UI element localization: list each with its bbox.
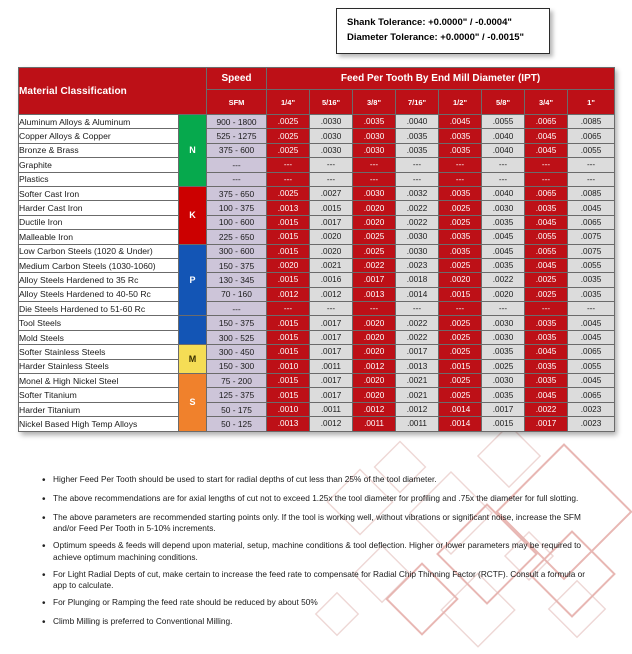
material-name-cell: Nickel Based High Temp Alloys	[19, 417, 179, 431]
table-row	[19, 302, 615, 316]
material-name-cell: Ductile Iron	[19, 215, 179, 229]
ipt-cell: .0045	[568, 374, 615, 388]
ipt-cell: .0030	[310, 129, 353, 143]
ipt-cell: .0035	[525, 201, 568, 215]
ipt-cell: .0012	[396, 402, 439, 416]
sfm-cell: 75 - 200	[207, 374, 267, 388]
ipt-cell: .0011	[396, 417, 439, 431]
header-diameter-6: 5/8"	[482, 90, 525, 115]
ipt-cell: .0022	[396, 316, 439, 330]
ipt-cell: .0021	[396, 388, 439, 402]
ipt-cell: .0025	[353, 244, 396, 258]
ipt-cell: .0020	[353, 345, 396, 359]
note-item	[40, 540, 596, 563]
ipt-cell: .0020	[310, 230, 353, 244]
ipt-cell: .0065	[525, 186, 568, 200]
ipt-cell: .0045	[525, 143, 568, 157]
ipt-cell: ---	[396, 172, 439, 186]
ipt-cell: .0017	[525, 417, 568, 431]
ipt-cell: .0055	[482, 115, 525, 129]
table-row	[19, 316, 615, 330]
ipt-cell: ---	[482, 172, 525, 186]
ipt-cell: .0030	[310, 115, 353, 129]
bullet-icon: •	[42, 541, 46, 553]
ipt-cell: .0015	[267, 215, 310, 229]
group-letter-badge: S	[179, 374, 207, 432]
material-name-cell: Harder Cast Iron	[19, 201, 179, 215]
ipt-cell: .0030	[353, 129, 396, 143]
ipt-cell: .0015	[439, 287, 482, 301]
note-text: For Light Radial Depts of cut, make certain to increase the feed rate to compensate for Radial Chip Thinning Factor (RCTF). Consult a formula or app to calculate.	[53, 568, 586, 591]
ipt-cell: .0030	[482, 374, 525, 388]
header-diameter-7: 3/4"	[525, 90, 568, 115]
table-row	[19, 158, 615, 172]
ipt-cell: .0025	[267, 186, 310, 200]
ipt-cell: .0045	[525, 129, 568, 143]
ipt-cell: .0020	[353, 215, 396, 229]
ipt-cell: .0055	[568, 258, 615, 272]
ipt-cell: .0032	[396, 186, 439, 200]
ipt-cell: .0045	[439, 115, 482, 129]
note-text: For Plunging or Ramping the feed rate should be reduced by about 50%	[53, 597, 318, 608]
ipt-cell: ---	[267, 172, 310, 186]
ipt-cell: .0045	[482, 244, 525, 258]
ipt-cell: .0023	[396, 258, 439, 272]
ipt-cell: .0017	[310, 345, 353, 359]
bullet-icon: •	[42, 475, 46, 486]
table-row	[19, 172, 615, 186]
table-row	[19, 244, 615, 258]
sfm-cell: 150 - 300	[207, 359, 267, 373]
note-text: Climb Milling is preferred to Conventional Milling.	[53, 616, 233, 627]
ipt-cell: .0030	[396, 244, 439, 258]
ipt-cell: .0035	[482, 345, 525, 359]
material-name-cell: Copper Alloys & Copper	[19, 129, 179, 143]
ipt-cell: .0035	[396, 129, 439, 143]
ipt-cell: ---	[310, 158, 353, 172]
header-diameter-5: 1/2"	[439, 90, 482, 115]
ipt-cell: .0075	[568, 230, 615, 244]
material-name-cell: Graphite	[19, 158, 179, 172]
table-row	[19, 388, 615, 402]
ipt-cell: .0045	[525, 388, 568, 402]
ipt-cell: .0030	[482, 316, 525, 330]
sfm-cell: 375 - 650	[207, 186, 267, 200]
ipt-cell: .0065	[568, 215, 615, 229]
ipt-cell: .0035	[353, 115, 396, 129]
ipt-cell: .0015	[267, 244, 310, 258]
header-diameter-8: 1"	[568, 90, 615, 115]
sfm-cell: 150 - 375	[207, 316, 267, 330]
ipt-cell: .0015	[267, 330, 310, 344]
note-item	[40, 493, 596, 507]
ipt-cell: .0011	[353, 417, 396, 431]
bullet-icon: •	[42, 513, 46, 524]
table-body	[19, 115, 615, 432]
ipt-cell: .0011	[310, 359, 353, 373]
ipt-cell: .0020	[353, 374, 396, 388]
material-name-cell: Alloy Steels Hardened to 40-50 Rc	[19, 287, 179, 301]
table-header	[19, 68, 615, 115]
ipt-cell: .0020	[353, 388, 396, 402]
group-letter-badge: P	[179, 244, 207, 316]
ipt-cell: .0020	[482, 287, 525, 301]
material-name-cell: Softer Titanium	[19, 388, 179, 402]
ipt-cell: .0035	[439, 244, 482, 258]
header-speed: Speed	[207, 68, 267, 90]
ipt-cell: .0035	[482, 215, 525, 229]
sfm-cell: 70 - 160	[207, 287, 267, 301]
ipt-cell: .0025	[267, 129, 310, 143]
sfm-cell: 50 - 125	[207, 417, 267, 431]
ipt-cell: .0045	[525, 215, 568, 229]
material-name-cell: Tool Steels	[19, 316, 179, 330]
ipt-cell: .0012	[353, 402, 396, 416]
ipt-cell: ---	[396, 158, 439, 172]
ipt-cell: .0017	[482, 402, 525, 416]
group-letter-badge: N	[179, 115, 207, 187]
ipt-cell: ---	[525, 302, 568, 316]
note-text: Optimum speeds & feeds will depend upon material, setup, machine conditions & tool deflection. Higher or lower parameters may be required to achieve optimum machining conditions.	[53, 540, 582, 562]
ipt-cell: .0014	[439, 402, 482, 416]
ipt-cell: .0040	[482, 143, 525, 157]
ipt-cell: .0023	[568, 402, 615, 416]
material-name-cell: Alloy Steels Hardened to 35 Rc	[19, 273, 179, 287]
table-row	[19, 201, 615, 215]
ipt-cell: .0065	[525, 115, 568, 129]
ipt-cell: .0030	[353, 143, 396, 157]
ipt-cell: .0022	[396, 215, 439, 229]
material-name-cell: Medium Carbon Steels (1030-1060)	[19, 258, 179, 272]
ipt-cell: .0015	[267, 230, 310, 244]
sfm-cell: 375 - 600	[207, 143, 267, 157]
ipt-cell: .0085	[568, 186, 615, 200]
ipt-cell: .0015	[267, 316, 310, 330]
ipt-cell: .0040	[396, 115, 439, 129]
table-row	[19, 330, 615, 344]
table-row	[19, 129, 615, 143]
sfm-cell: ---	[207, 172, 267, 186]
ipt-cell: .0015	[482, 417, 525, 431]
ipt-cell: .0022	[482, 273, 525, 287]
ipt-cell: .0015	[267, 388, 310, 402]
ipt-cell: .0025	[439, 316, 482, 330]
ipt-cell: .0025	[267, 143, 310, 157]
material-name-cell: Mold Steels	[19, 330, 179, 344]
ipt-cell: .0065	[568, 388, 615, 402]
ipt-cell: ---	[525, 172, 568, 186]
ipt-cell: .0030	[310, 143, 353, 157]
ipt-cell: .0055	[568, 143, 615, 157]
ipt-cell: ---	[525, 158, 568, 172]
note-item	[40, 597, 596, 611]
ipt-cell: .0055	[525, 244, 568, 258]
ipt-cell: .0055	[568, 359, 615, 373]
ipt-cell: .0015	[439, 359, 482, 373]
ipt-cell: .0018	[396, 273, 439, 287]
sfm-cell: 100 - 600	[207, 215, 267, 229]
ipt-cell: .0045	[568, 316, 615, 330]
ipt-cell: .0022	[525, 402, 568, 416]
ipt-cell: .0040	[482, 129, 525, 143]
ipt-cell: .0010	[267, 402, 310, 416]
tolerance-box	[336, 8, 550, 54]
ipt-cell: .0014	[439, 417, 482, 431]
ipt-cell: .0025	[525, 273, 568, 287]
ipt-cell: .0035	[439, 143, 482, 157]
table-row	[19, 287, 615, 301]
ipt-cell: .0035	[568, 273, 615, 287]
ipt-cell: .0013	[396, 359, 439, 373]
ipt-cell: .0025	[525, 287, 568, 301]
ipt-cell: .0020	[439, 273, 482, 287]
header-feed-per-tooth: Feed Per Tooth By End Mill Diameter (IPT)	[267, 68, 615, 90]
ipt-cell: .0020	[353, 201, 396, 215]
ipt-cell: .0045	[482, 230, 525, 244]
ipt-cell: ---	[267, 158, 310, 172]
ipt-cell: .0013	[267, 417, 310, 431]
material-name-cell: Low Carbon Steels (1020 & Under)	[19, 244, 179, 258]
table-row	[19, 345, 615, 359]
ipt-cell: .0022	[396, 201, 439, 215]
sfm-cell: 130 - 345	[207, 273, 267, 287]
ipt-cell: ---	[353, 172, 396, 186]
group-letter-badge: K	[179, 186, 207, 244]
ipt-cell: .0035	[482, 388, 525, 402]
table-row	[19, 186, 615, 200]
ipt-cell: .0025	[439, 345, 482, 359]
shank-tolerance-text: Shank Tolerance: +0.0000" / -0.0004"	[347, 17, 512, 28]
ipt-cell: ---	[310, 302, 353, 316]
material-name-cell: Bronze & Brass	[19, 143, 179, 157]
table-row	[19, 230, 615, 244]
ipt-cell: .0023	[568, 417, 615, 431]
ipt-cell: .0035	[439, 230, 482, 244]
header-sfm: SFM	[207, 90, 267, 115]
material-name-cell: Die Steels Hardened to 51-60 Rc	[19, 302, 179, 316]
bullet-icon: •	[42, 617, 46, 629]
ipt-cell: .0045	[525, 345, 568, 359]
ipt-cell: .0025	[439, 388, 482, 402]
ipt-cell: .0025	[439, 330, 482, 344]
ipt-cell: .0017	[353, 273, 396, 287]
sfm-cell: 300 - 525	[207, 330, 267, 344]
ipt-cell: .0030	[396, 230, 439, 244]
ipt-cell: .0012	[353, 359, 396, 373]
ipt-cell: .0014	[396, 287, 439, 301]
material-name-cell: Harder Stainless Steels	[19, 359, 179, 373]
ipt-cell: .0035	[439, 129, 482, 143]
ipt-cell: .0022	[396, 330, 439, 344]
ipt-cell: .0045	[568, 201, 615, 215]
ipt-cell: .0020	[267, 258, 310, 272]
material-name-cell: Plastics	[19, 172, 179, 186]
ipt-cell: .0065	[568, 129, 615, 143]
note-item	[40, 616, 596, 630]
ipt-cell: .0017	[310, 374, 353, 388]
ipt-cell: .0035	[525, 374, 568, 388]
material-name-cell: Softer Cast Iron	[19, 186, 179, 200]
material-name-cell: Softer Stainless Steels	[19, 345, 179, 359]
sfm-cell: 525 - 1275	[207, 129, 267, 143]
ipt-cell: .0035	[568, 287, 615, 301]
ipt-cell: .0075	[568, 244, 615, 258]
ipt-cell: .0020	[353, 316, 396, 330]
ipt-cell: .0022	[353, 258, 396, 272]
ipt-cell: .0055	[525, 230, 568, 244]
speeds-and-feeds-table	[18, 67, 615, 432]
header-diameter-3: 3/8"	[353, 90, 396, 115]
sfm-cell: 300 - 450	[207, 345, 267, 359]
ipt-cell: .0045	[568, 330, 615, 344]
ipt-cell: .0025	[439, 374, 482, 388]
ipt-cell: ---	[353, 302, 396, 316]
ipt-cell: .0035	[525, 330, 568, 344]
ipt-cell: .0035	[439, 186, 482, 200]
note-item	[40, 512, 596, 535]
ipt-cell: .0011	[310, 402, 353, 416]
ipt-cell: .0015	[267, 374, 310, 388]
ipt-cell: .0012	[310, 417, 353, 431]
sfm-cell: 125 - 375	[207, 388, 267, 402]
ipt-cell: .0035	[396, 143, 439, 157]
bullet-icon: •	[42, 494, 46, 505]
table-row	[19, 273, 615, 287]
ipt-cell: ---	[310, 172, 353, 186]
ipt-cell: .0035	[482, 258, 525, 272]
note-item	[40, 474, 596, 488]
ipt-cell: .0013	[353, 287, 396, 301]
ipt-cell: ---	[482, 302, 525, 316]
sfm-cell: ---	[207, 158, 267, 172]
header-diameter-1: 1/4"	[267, 90, 310, 115]
bullet-icon: •	[42, 598, 46, 610]
header-diameter-4: 7/16"	[396, 90, 439, 115]
table-row	[19, 258, 615, 272]
ipt-cell: ---	[353, 158, 396, 172]
ipt-cell: ---	[439, 302, 482, 316]
material-name-cell: Malleable Iron	[19, 230, 179, 244]
ipt-cell: .0015	[310, 201, 353, 215]
table-row	[19, 359, 615, 373]
ipt-cell: ---	[267, 302, 310, 316]
ipt-cell: .0013	[267, 201, 310, 215]
ipt-cell: .0027	[310, 186, 353, 200]
ipt-cell: .0035	[525, 359, 568, 373]
ipt-cell: .0025	[439, 258, 482, 272]
ipt-cell: .0017	[310, 316, 353, 330]
ipt-cell: .0045	[525, 258, 568, 272]
ipt-cell: ---	[568, 302, 615, 316]
ipt-cell: ---	[568, 172, 615, 186]
sfm-cell: ---	[207, 302, 267, 316]
ipt-cell: .0025	[439, 201, 482, 215]
ipt-cell: .0025	[439, 215, 482, 229]
ipt-cell: .0030	[482, 201, 525, 215]
note-text: The above recommendations are for axial lengths of cut not to exceed 1.25x the tool diameter for profiling and .75x the diameter for full slotting.	[53, 493, 579, 503]
sfm-cell: 150 - 375	[207, 258, 267, 272]
header-material-classification: Material Classification	[19, 68, 207, 115]
sfm-cell: 300 - 600	[207, 244, 267, 258]
speeds-and-feeds-table-container	[18, 67, 614, 432]
note-text: The above parameters are recommended starting points only. If the tool is working well, without vibrations or significant noise, increase the SFM and/or Feed Per Tooth in 5-10% increments.	[53, 512, 581, 534]
sfm-cell: 100 - 375	[207, 201, 267, 215]
ipt-cell: .0025	[482, 359, 525, 373]
table-row	[19, 417, 615, 431]
group-letter-badge	[179, 316, 207, 345]
ipt-cell: .0025	[267, 115, 310, 129]
ipt-cell: .0030	[482, 330, 525, 344]
notes-list	[40, 474, 596, 635]
ipt-cell: ---	[482, 158, 525, 172]
sfm-cell: 225 - 650	[207, 230, 267, 244]
ipt-cell: .0016	[310, 273, 353, 287]
table-row	[19, 215, 615, 229]
ipt-cell: ---	[439, 158, 482, 172]
ipt-cell: ---	[439, 172, 482, 186]
material-name-cell: Monel & High Nickel Steel	[19, 374, 179, 388]
ipt-cell: .0025	[353, 230, 396, 244]
ipt-cell: ---	[396, 302, 439, 316]
material-name-cell: Harder Titanium	[19, 402, 179, 416]
ipt-cell: .0020	[310, 244, 353, 258]
ipt-cell: .0017	[310, 388, 353, 402]
ipt-cell: .0035	[525, 316, 568, 330]
ipt-cell: .0020	[353, 330, 396, 344]
sfm-cell: 50 - 175	[207, 402, 267, 416]
note-item	[40, 569, 596, 592]
group-letter-badge: M	[179, 345, 207, 374]
ipt-cell: .0017	[310, 330, 353, 344]
table-row	[19, 374, 615, 388]
ipt-cell: .0012	[310, 287, 353, 301]
sfm-cell: 900 - 1800	[207, 115, 267, 129]
table-row	[19, 143, 615, 157]
ipt-cell: .0021	[396, 374, 439, 388]
ipt-cell: .0030	[353, 186, 396, 200]
ipt-cell: .0040	[482, 186, 525, 200]
bullet-icon: •	[42, 569, 46, 581]
ipt-cell: .0012	[267, 287, 310, 301]
material-name-cell: Aluminum Alloys & Aluminum	[19, 115, 179, 129]
ipt-cell: .0065	[568, 345, 615, 359]
ipt-cell: .0017	[396, 345, 439, 359]
ipt-cell: .0085	[568, 115, 615, 129]
ipt-cell: .0010	[267, 359, 310, 373]
ipt-cell: .0015	[267, 345, 310, 359]
ipt-cell: ---	[568, 158, 615, 172]
ipt-cell: .0017	[310, 215, 353, 229]
table-row	[19, 402, 615, 416]
ipt-cell: .0021	[310, 258, 353, 272]
header-diameter-2: 5/16"	[310, 90, 353, 115]
table-row	[19, 115, 615, 129]
note-text: Higher Feed Per Tooth should be used to start for radial depths of cut less than 25% of the tool diameter.	[53, 474, 437, 484]
ipt-cell: .0015	[267, 273, 310, 287]
diameter-tolerance-text: Diameter Tolerance: +0.0000" / -0.0015"	[347, 31, 525, 43]
